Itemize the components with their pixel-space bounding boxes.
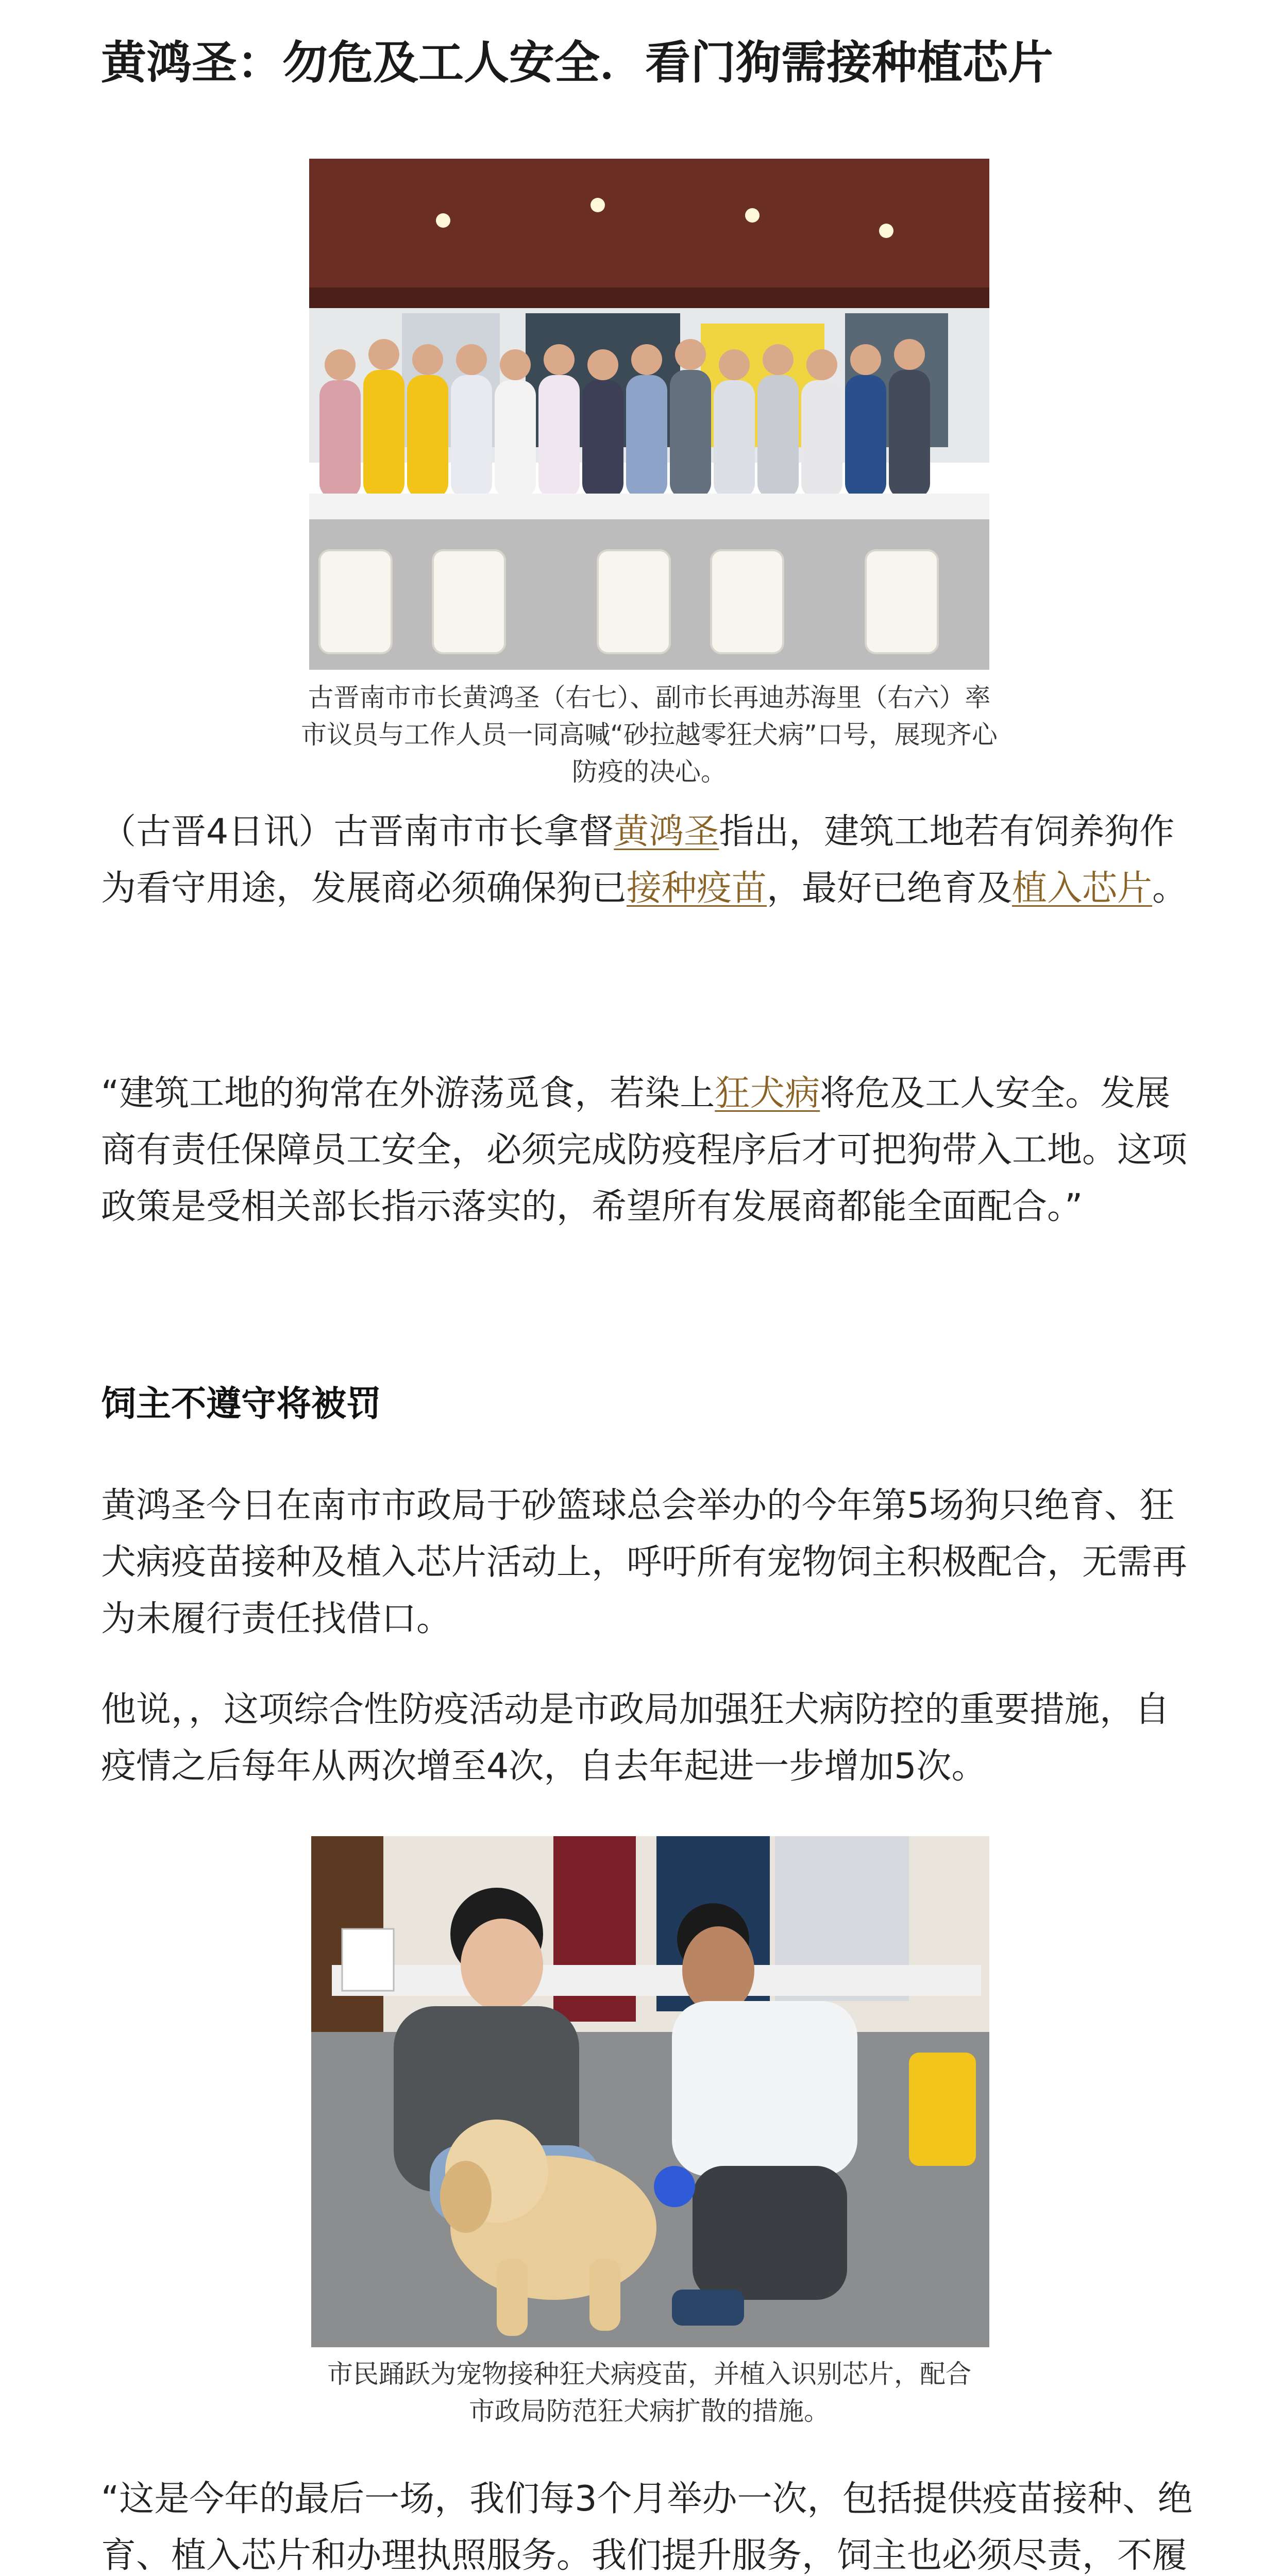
paragraph-5: “这是今年的最后一场，我们每3个月举办一次，包括提供疫苗接种、绝育、植入芯片和办理执照服务。我们提升服务，饲主也必须尽责，不履 xyxy=(101,2479,1193,2576)
paragraph-2-part-b: 将危及工人安全。发展商有责任保障员工安全，必须完成防疫程序后才可把狗带入工地。这项政策是受相关部长指示落实的，希望所有发展商都能全面配合。” xyxy=(101,1073,1188,1227)
group-photo-illustration xyxy=(309,159,989,670)
paragraph-3: 黄鸿圣今日在南市市政局于砂篮球总会举办的今年第5场狗只绝育、狂犬病疫苗接种及植入芯片活动上，呼吁所有宠物饲主积极配合，无需再为未履行责任找借口。 xyxy=(101,1485,1188,1639)
paragraph-1 xyxy=(101,804,1193,917)
link-huang-hongsheng[interactable]: 黄鸿圣 xyxy=(614,811,719,852)
group-photo xyxy=(309,159,989,670)
dog-vaccination-photo xyxy=(311,1836,989,2347)
photo1-caption: 古晋南市市长黄鸿圣（右七）、副市长再迪苏海里（右六）率市议员与工作人员一同高喊“砂拉越零狂犬病”口号，展现齐心防疫的决心。 xyxy=(301,683,998,787)
paragraph-1-part-d: 。 xyxy=(1152,868,1188,909)
paragraph-1-part-a: （古晋4日讯）古晋南市市长拿督 xyxy=(101,811,614,852)
link-rabies[interactable]: 狂犬病 xyxy=(715,1073,820,1114)
paragraph-1-part-c: ，最好已绝育及 xyxy=(767,868,1013,909)
paragraph-2 xyxy=(101,1065,1193,1235)
paragraph-1-part-b: 指出，建筑工地若有饲养狗作为看守用途，发展商必须确保狗已 xyxy=(101,811,1175,909)
link-vaccination[interactable]: 接种疫苗 xyxy=(627,868,767,909)
article-title: 黄鸿圣：勿危及工人安全．看门狗需接种植芯片 xyxy=(101,36,1054,89)
paragraph-4: 他说，，这项综合性防疫活动是市政局加强狂犬病防控的重要措施，自疫情之后每年从两次增至4次，自去年起进一步增加5次。 xyxy=(101,1689,1170,1787)
photo2-caption: 市民踊跃为宠物接种狂犬病疫苗，并植入识别芯片，配合市政局防范狂犬病扩散的措施。 xyxy=(327,2359,971,2426)
link-microchip[interactable]: 植入芯片 xyxy=(1012,868,1153,909)
paragraph-2-part-a: “建筑工地的狗常在外游荡觅食，若染上 xyxy=(101,1073,715,1114)
dog-vaccination-illustration xyxy=(311,1836,989,2347)
subheading-owners-penalty: 饲主不遵守将被罚 xyxy=(101,1384,382,1425)
